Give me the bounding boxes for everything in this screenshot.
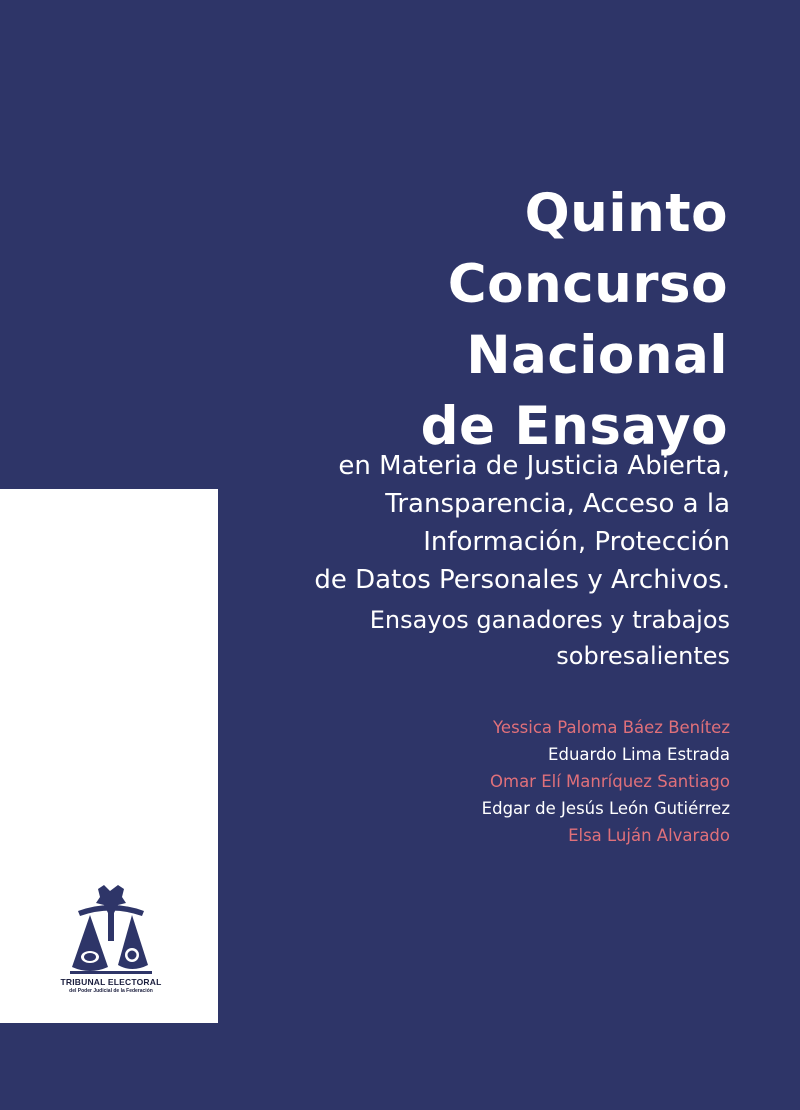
scales-of-justice-icon — [68, 885, 154, 977]
author-name: Yessica Paloma Báez Benítez — [493, 718, 730, 737]
author-name: Elsa Luján Alvarado — [568, 826, 730, 845]
author-name: Eduardo Lima Estrada — [548, 745, 730, 764]
book-title — [421, 178, 728, 462]
tagline-line: Ensayos ganadores y trabajos — [369, 606, 730, 634]
author-name: Edgar de Jesús León Gutiérrez — [481, 799, 730, 818]
subtitle-line: en Materia de Justicia Abierta, — [338, 451, 730, 481]
tribunal-logo — [54, 885, 168, 1005]
title-line: de Ensayo — [420, 396, 728, 457]
tagline-line: sobresalientes — [556, 642, 730, 670]
title-line: Concurso — [447, 254, 728, 315]
author-name: Omar Elí Manríquez Santiago — [490, 772, 730, 791]
subtitle-line: Transparencia, Acceso a la — [385, 489, 730, 519]
subtitle-line: Información, Protección — [423, 527, 730, 557]
subtitle-line: de Datos Personales y Archivos. — [314, 565, 730, 595]
logo-name: TRIBUNAL ELECTORAL — [60, 977, 162, 987]
book-subtitle — [314, 447, 730, 599]
book-tagline — [370, 602, 730, 674]
title-line: Nacional — [466, 325, 728, 386]
logo-subtitle: del Poder Judicial de la Federación — [69, 988, 153, 994]
title-line: Quinto — [524, 183, 728, 244]
author-list — [482, 714, 730, 849]
